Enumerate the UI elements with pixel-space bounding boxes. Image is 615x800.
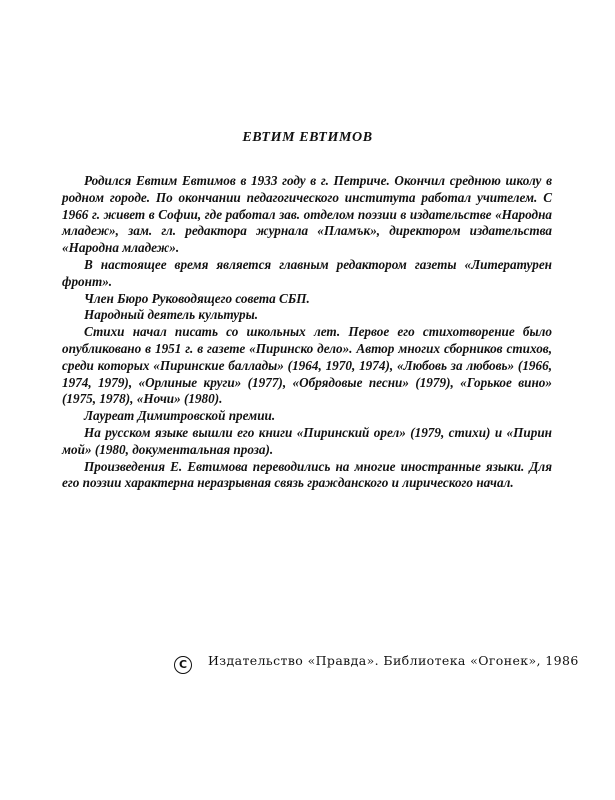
bio-paragraph: Член Бюро Руководящего совета СБП. — [84, 290, 310, 306]
publisher-line: Издательство «Правда». Библиотека «Огонек», 1986 — [208, 653, 579, 668]
bio-paragraph: На русском языке вышли его книги «Пиринский орел» (1979, стихи) и «Пирин мой» (1980, документальная проза). — [62, 424, 552, 457]
bio-paragraph: В настоящее время является главным редактором газеты «Литературен фронт». — [62, 256, 552, 289]
biography-text — [62, 173, 552, 492]
bio-paragraph: Народный деятель культуры. — [84, 307, 259, 323]
copyright-icon: C — [174, 656, 192, 674]
bio-paragraph: Стихи начал писать со школьных лет. Первое его стихотворение было опубликовано в 1951 г. в газете «Пиринско дело». Автор многих сборников стихов, среди которых «Пиринские баллады» (1964, 1970, 1974), «Любовь за любовь» (1966, 1974, 1979), «Орлиные круги» (1977), «Обрядовые песни» (1979), «Горькое вино» (1975, 1978), «Ночи» (1980). — [62, 324, 552, 407]
bio-paragraph: Произведения Е. Евтимова переводились на многие иностранные языки. Для его поэзии характерна неразрывная связь гражданского и лирического начал. — [62, 458, 552, 491]
bio-paragraph: Родился Евтим Евтимов в 1933 году в г. Петриче. Окончил среднюю школу в родном городе. По окончании педагогического института работал учителем. С 1966 г. живет в Софии, где работал зав. отделом поэзии в издательстве «Народна младеж», зам. гл. редактора журнала «Пламък», директором издательства «Народна младеж». — [62, 173, 552, 256]
page-title: ЕВТИМ ЕВТИМОВ — [242, 130, 373, 145]
bio-paragraph: Лауреат Димитровской премии. — [84, 408, 276, 424]
publisher-footer — [174, 653, 579, 674]
